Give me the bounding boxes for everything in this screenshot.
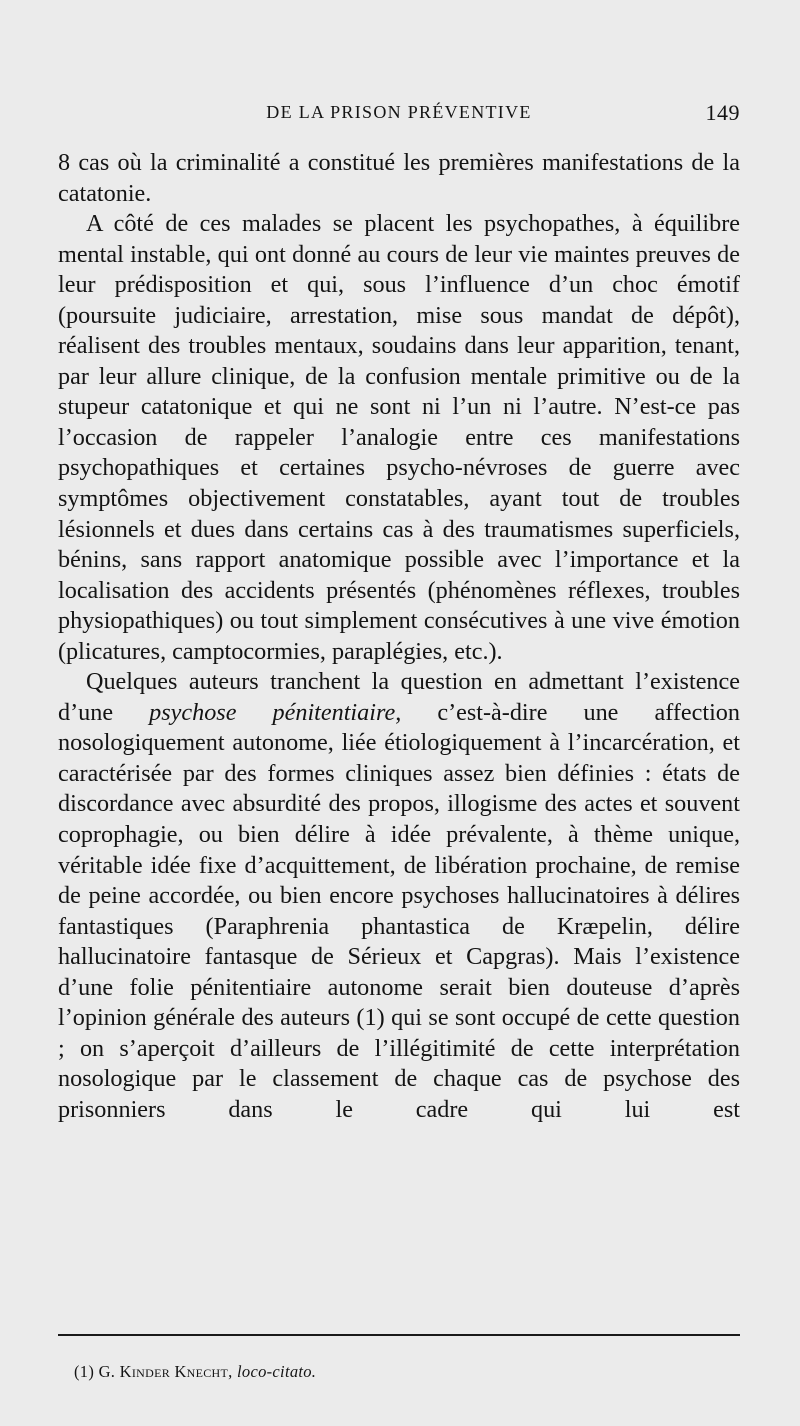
footnote-reference: loco-citato.	[237, 1362, 317, 1381]
page-number: 149	[705, 100, 740, 125]
italic-term: psychose pénitentiaire,	[149, 698, 402, 726]
paragraph-1: 8 cas où la criminalité a constitué les premières manifestations de la catatonie.	[58, 149, 740, 207]
paragraph-2: A côté de ces malades se placent les psychopathes, à équilibre mental instable, qui ont donné au cours de leur vie maintes preuves de leur prédisposition et qui, sous l’influence d’un choc émotif (poursuite judiciaire, arrestation, mise sous mandat de dépôt), réalisent des troubles mentaux, soudains dans leur apparition, tenant, par leur allure clinique, de la confusion mentale primitive ou de la stupeur catatonique et qui ne sont ni l’un ni l’autre. N’est-ce pas l’occasion de rappeler l’analogie entre ces manifestations psychopathiques et certaines psycho-névroses de guerre avec symptômes objectivement constatables, ayant tout de troubles lésionnels et dues dans certains cas à des traumatismes superficiels, bénins, sans rapport anatomique possible avec l’importance et la localisation des accidents présentés (phénomènes réflexes, troubles physiopathiques) ou tout simplement consécutives à une vive émotion (plicatures, camptocormies, paraplégies, etc.).	[58, 210, 740, 665]
paragraph-3	[58, 667, 740, 1125]
running-title: DE LA PRISON PRÉVENTIVE	[266, 102, 532, 122]
page-header	[58, 100, 740, 132]
footnote-marker: (1) G.	[74, 1362, 120, 1381]
paragraph-3-text-start: Quelques auteurs tranchent la question en admettant l’existence d’une	[58, 668, 740, 726]
body-text	[58, 148, 740, 1126]
footnote-rule	[58, 1334, 740, 1336]
footnote	[74, 1362, 316, 1382]
footnote-author: Kinder Knecht,	[119, 1362, 233, 1381]
paragraph-3-text-rest: c’est-à-dire une affection nosologiquement autonome, liée étiologiquement à l’incarcération, et caractérisée par des formes cliniques assez bien définies : états de discordance avec absurdité des propos, illogisme des actes et souvent coprophagie, ou bien délire à idée prévalente, à thème unique, véritable idée fixe d’acquittement, de libération prochaine, de remise de peine accordée, ou bien encore psychoses hallucinatoires à délires fantastiques (Paraphrenia phantastica de Kræpelin, délire hallucinatoire fantasque de Sérieux et Capgras). Mais l’existence d’une folie pénitentiaire autonome serait bien douteuse d’après l’opinion générale des auteurs (1) qui se sont occupé de cette question ; on s’aperçoit d’ailleurs de l’illégitimité de cette interprétation nosologique par le classement de chaque cas de psychose des prisonniers dans le cadre qui lui est	[58, 698, 740, 1123]
